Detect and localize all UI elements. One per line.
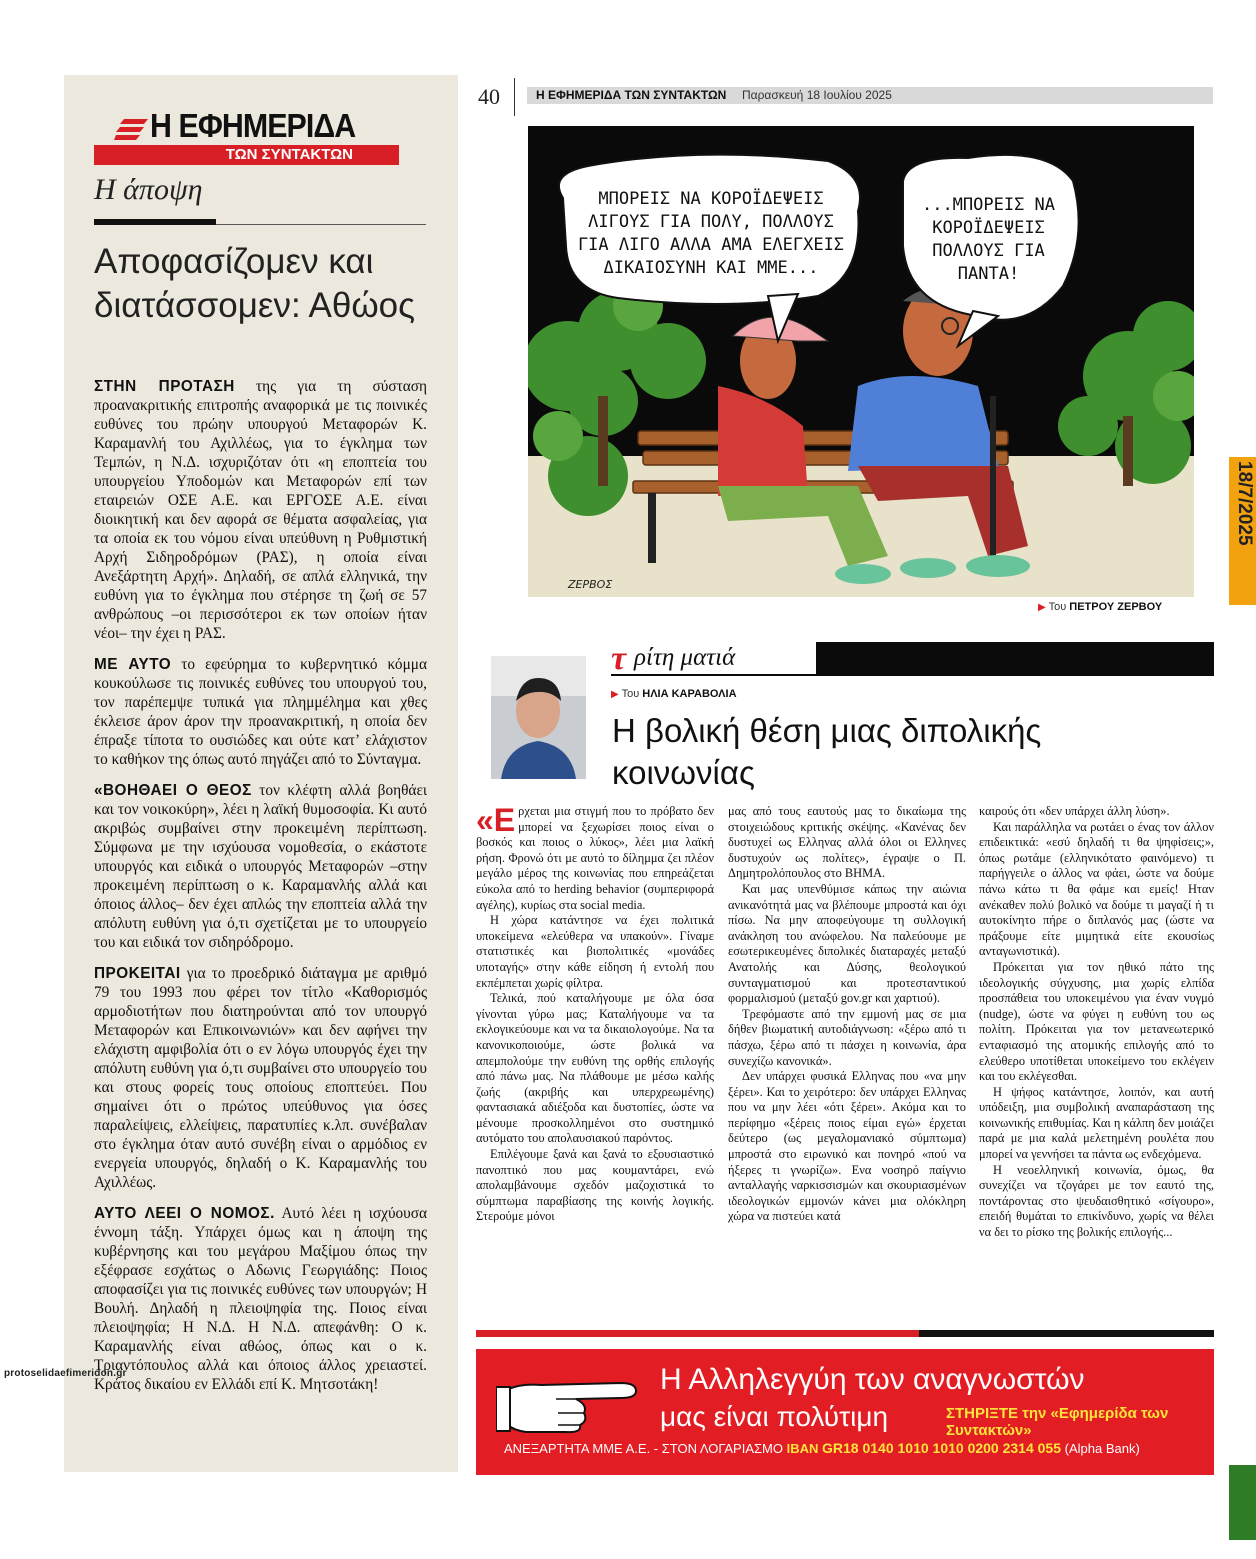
author-name: ΗΛΙΑ ΚΑΡΑΒΟΛΙΑ [642, 688, 737, 700]
article-paragraph: Τελικά, πού καταλήγουμε με όλα όσα γίνονται γύρω μας; Καταλήγουμε να τα εκλογικεύουμε και να τα δικαιολογούμε. Να τα κανονικοποιούμε, ώστε βολικά να απεμπολούμε την ευθύνη της ορθής επιλογής από πάνω μας. Να πλάθουμε με μέσω καλής ζωής (ακριβής και υπερχρεωμένης) φαντασιακά αδιέξοδα και δυστοπίες, ώστε να μένουμε προσκολλημένοι στο συστημικό αυτόματο του απολαυσιακού παρόντος. [476, 991, 714, 1146]
article-column-1 [476, 804, 714, 1225]
paragraph-text: ρχεται μια στιγμή που το πρόβατο δεν μπορεί να ξεχωρίσει ποιος είναι ο βοσκός και ποιος ο λύκος», λέει μια λαϊκή ρήση. Φρονώ ότι με αυτό το δίλημμα ζει πλέον μεγάλο μέρος της κοινωνίας που επηρεάζεται εύκολα από το herding behavior (συμπεριφορά αγέλης), κυρίως στα social media. [476, 804, 714, 912]
article-paragraph: Η νεοελληνική κοινωνία, όμως, θα συνεχίζει να τζογάρει με τον εαυτό της, ποντάροντας στο ψευδαισθητικό «σίγουρο», επειδή θυμάται το επικίνδυνο, χωρίς να θέλει να δει το ρίσκο της βολικής επιλογής... [979, 1162, 1214, 1240]
drop-cap: «Ε [476, 802, 516, 838]
paragraph-lead: ΣΤΗΝ ΠΡΟΤΑΣΗ [94, 378, 235, 395]
opinion-paragraph [94, 964, 427, 1192]
third-eye-initial: τ [611, 640, 627, 677]
article-paragraph: Επιλέγουμε ξανά και ξανά το εξουσιαστικό πανοπτικό που μας κουμαντάρει, ενώ απολαμβάνουμε σχεδόν μαζοχιστικά το σύμπτωμα παραβίασης της κοινής λογικής. Στερούμε μόνοι [476, 1147, 714, 1224]
article-headline: Η βολική θέση μιας διπολικής κοινωνίας [612, 712, 1042, 791]
bank-name: (Alpha Bank) [1064, 1441, 1140, 1456]
date-side-tab [1229, 457, 1256, 605]
opinion-body [94, 377, 427, 1406]
cartoon-credit [1038, 601, 1162, 613]
section-rule-thin [216, 224, 426, 225]
article-paragraph: καιρούς ότι «δεν υπάρχει άλλη λύση». [979, 804, 1170, 818]
author-prefix: Του [621, 688, 640, 700]
author-photo [491, 656, 586, 779]
paragraph-text: για το προεδρικό διάταγμα με αριθμό 79 του 1993 που φέρει τον τίτλο «Καθορισμός αρμοδιοτήτων που διατηρούνται από τον υπουργό Μεταφορών και Επικοινωνιών» και δεν αφήνει την ελάχιστη αμφιβολία ότι ο εν λόγω υπουργός έχει την απόλυτη ευθύνη για ό,τι συμβαίνει στο υπουργείο του και στους φορείς τους οποίους εποπτεύει. Που σημαίνει ότι ο πρώτος υπεύθυνος για όσες παραλείψεις, ελλείψεις, παρατυπίες κ.λπ. συνέβαλαν στο έγκλημα όταν αυτό συνέβη είναι ο αρμόδιος εν ενεργεία υπουργός, δηλαδή ο Κ. Καραμανλής του Αχιλλέως. [94, 965, 427, 1191]
solidarity-ad[interactable] [476, 1349, 1214, 1475]
opinion-column [64, 75, 458, 1472]
article-author [611, 688, 737, 700]
paragraph-lead: ΜΕ ΑΥΤΟ [94, 656, 172, 673]
ad-account-line [504, 1440, 1140, 1456]
paragraph-text: το εφεύρημα το κυβερνητικό κόμμα κουκούλωσε τις ποινικές ευθύνες του υπουργού του, τον παρέπεμψε τυπικά για πλημμέλημα και χθες έκλεισε άρον άρον την προανακριτική, η οποία δεν έπραξε τίποτα το ουσιώδες και ούτε κατ’ ελάχιστον το καθήκον της όπως αυτό πηγάζει από το Σύνταγμα. [94, 656, 427, 768]
credit-prefix: Του [1048, 601, 1067, 613]
watermark: protoselidaefimeridon.gr [4, 1368, 127, 1379]
arrow-icon: ▶ [1038, 602, 1046, 613]
paragraph-text: Αυτό λέει η ισχύουσα έννομη τάξη. Υπάρχει όμως και η άποψη της κυβέρνησης και του μεγάρου Μαξίμου όπως την εξέφρασε εσχάτως ο Αδωνις Γεωργιάδης: Ποιος αποφασίζει για τις ποινικές ευθύνες των υπουργών; Η Βουλή. Δηλαδή η πλειοψηφία της. Ποιος είναι πλειοψηφία; Η Ν.Δ. Η Ν.Δ. απεφάνθη: Ο κ. Καραμανλής είναι αθώος, όπως και ο κ. Τριαντόπουλος αλλά και όποιος άλλος χρειαστεί. Κράτος δικαίου εν Ελλάδι επί Κ. Μητσοτάκη! [94, 1205, 427, 1393]
cartoon-signature: ΖΕΡΒΟΣ [568, 578, 613, 591]
green-side-tab [1229, 1465, 1256, 1540]
section-label: Η άποψη [94, 173, 203, 206]
article-paragraph: Πρόκειται για τον ηθικό πάτο της ιδεολογικής σύγχυσης, μια χωρίς ελπίδα προσπάθεια του υποκειμένου για έναν νυγμό (nudge), ώστε να φύγει η ευθύνη του ως πολίτη. Πρόκειται για τον μετανεωτερικό ενταφιασμό της ατομικής επιλογής από το ελεύθερο υποτίθεται υποκείμενο του εκλέγειν και του εκλέγεσθαι. [979, 959, 1214, 1084]
opinion-paragraph [94, 1204, 427, 1394]
opinion-paragraph [94, 377, 427, 643]
pointing-hand-icon [496, 1365, 646, 1435]
iban-label: IBAN [786, 1441, 819, 1456]
article-paragraph [476, 804, 714, 913]
article-paragraph: Και μας υπενθύμισε κάπως την αιώνια ανικανότητά μας να βλέπουμε μπροστά και όχι πίσω. Να μην αποφεύγουμε τη συλλογική ανάκληση του ανώφελου. Να παλεύουμε με εσωτερικευμένες διπολικές διαταραχές μεταξύ Ανατολής και Δύσης, θεολογικού συνταγματισμού και προτεσταντικού φορμαλισμού (μεταξύ gov.gr και χαρτιού). [728, 881, 966, 1006]
article-paragraph: Η ψήφος κατάντησε, λοιπόν, και αυτή υπόδειξη, μια συμβολική αναπαράσταση της κοινωνικής επιθυμίας. Και η κάλπη δεν μοιάζει παρά με μια καλά μελετημένη ρουλέτα που μπορεί να γεννήσει τα πάντα ως ενδεχόμενα. [979, 1084, 1214, 1162]
logo-subtitle: ΤΩΝ ΣΥΝΤΑΚΤΩΝ [94, 145, 399, 165]
header-date: Παρασκευή 18 Ιουλίου 2025 [742, 88, 892, 102]
arrow-icon: ▶ [611, 689, 619, 700]
right-speech-bubble: ...ΜΠΟΡΕΙΣ ΝΑ ΚΟΡΟΪΔΕΨΕΙΣ ΠΟΛΛΟΥΣ ΓΙΑ ΠΑΝΤΑ! [921, 195, 1056, 284]
iban-number: GR18 0140 1010 1010 0200 2314 055 [822, 1440, 1061, 1456]
article-paragraph: Δεν υπάρχει φυσικά Ελληνας που «να μην ξέρει». Και το χειρότερο: δεν υπάρχει Ελληνας που να μην λέει «ότι ξέρει». Ακόμα και το περίφημο «ξέρεις ποιος είμαι εγώ» έρχεται δεύτερο (ως μεγαλομανιακό σύμπτωμα) μπροστά στο ειρωνικό και πονηρό «πού να ήξερες τι γνωρίζω». Ενα νοσηρό παίγνιο ανταλλαγής ναρκισσισμών και σκουριασμένων ιδεολογικών εμμονών κάνει μια ολόκληρη χώρα να πιστεύει κατά [728, 1069, 966, 1224]
author-portrait-icon [491, 656, 586, 779]
opinion-paragraph [94, 781, 427, 952]
ad-title: Η Αλληλεγγύη των αναγνωστών [660, 1363, 1085, 1396]
article-column-2 [728, 804, 966, 1225]
paragraph-lead: «ΒΟΗΘΑΕΙ Ο ΘΕΟΣ [94, 782, 252, 799]
opinion-paragraph [94, 655, 427, 769]
article-column-3 [979, 804, 1214, 1241]
ad-support-text: ΣΤΗΡΙΞΤΕ την «Εφημερίδα των Συντακτών» [946, 1405, 1169, 1439]
header-paper-name: Η ΕΦΗΜΕΡΙΔΑ ΤΩΝ ΣΥΝΤΑΚΤΩΝ [536, 88, 727, 102]
article-paragraph: Τρεφόμαστε από την εμμονή μας σε μια δήθεν βιωματική αυτοδιάγνωση: «ξέρω από τι πάσχω, ξέρω από τι πάσχει η κοινωνία, άρα συνεχίζω κανονικά». [728, 1006, 966, 1068]
ad-account: ΑΝΕΞΑΡΤΗΤΑ ΜΜΕ Α.Ε. - ΣΤΟΝ ΛΟΓΑΡΙΑΣΜΟ [504, 1441, 783, 1456]
third-eye-title: ρίτη ματιά [634, 644, 736, 671]
paragraph-text: τον κλέφτη αλλά βοηθάει και τον νοικοκύρη», λέει η λαϊκή θυμοσοφία. Κι αυτό ακριβώς συμβαίνει στην προκειμένη περίπτωση. Σύμφωνα με την ισχύουσα νομοθεσία, ο εκάστοτε υπουργός και ειδικά ο υπουργός Μεταφορών –στην προκειμένη περίπτωση ο κ. Καραμανλής αλλά και όποιος άλλος– δεν έχει απλώς την εποπτεία αλλά την απόλυτη ευθύνη για ό,τι σχετίζεται με το υπουργείο του και ειδικά τον σιδηρόδρομο. [94, 782, 427, 951]
left-speech-bubble: ΜΠΟΡΕΙΣ ΝΑ ΚΟΡΟΪΔΕΨΕΙΣ ΛΙΓΟΥΣ ΓΙΑ ΠΟΛΥ, ΠΟΛΛΟΥΣ ΓΙΑ ΛΙΓΟ ΑΛΛΑ ΑΜΑ ΕΛΕΓΧΕΙΣ ΔΙΚΑΙΟΣΥΝΗ ΚΑΙ ΜΜΕ... [577, 189, 845, 278]
article-paragraph: Και παράλληλα να ρωτάει ο ένας τον άλλον επιδεικτικά: «εσύ δηλαδή τι θα ψηφίσεις;», όπως ρωτάμε (ελληνικότατο φαινόμενο) τι παρήγγειλε ο άλλος να φάει, ώστε να δούμε πάνω κάτω τι θα φάμε και εμείς! Ηταν ανέκαθεν πολύ βολικό να δούμε τι μαγαζί ή τι αυτοκίνητο πήρε ο διπλανός μας (ώστε να πράξουμε είτε μιμητικά είτε εκουσίως ανταγωνιστικά). [979, 819, 1214, 959]
article-paragraph: Η χώρα κατάντησε να έχει πολιτικά υποκείμενα «ελεύθερα να υπακούν». Γίναμε στατιστικές και βιοπολιτικές «μονάδες υποταγής» στην κάθε είδηση ή εντολή που εκπέμπεται χωρίς φίλτρα. [476, 913, 714, 990]
paragraph-text: της για τη σύσταση προανακριτικής επιτροπής αναφορικά με τις ποινικές ευθύνες του πρώην υπουργού Μεταφορών Κ. Καραμανλή του Αχιλλέως, για το έγκλημα των Τεμπών, η Ν.Δ. ισχυριζόταν ότι «η εποπτεία του υπουργείου Υποδομών και Μεταφορών επί των εταιρειών ΟΣΕ Α.Ε. και ΕΡΓΟΣΕ Α.Ε. είναι διοικητική και δεν αφορά σε θέματα ασφαλείας, για τα οποία εκ του νόμου είναι υπεύθυνη η Ρυθμιστική Αρχή Σιδηροδρόμων (ΡΑΣ), η οποία είναι Ανεξάρτητη Αρχή». Δηλαδή, σε απλά ελληνικά, την ευθύνη για το έγκλημα που στέρησε τη ζωή σε 57 ανθρώπους –οι περισσότεροι εκ των οποίων ήταν νέοι– την έχει η ΡΑΣ. [94, 378, 427, 642]
ad-subtitle: μας είναι πολύτιμη [660, 1401, 889, 1432]
logo-title: Η ΕΦΗΜΕΡΙΔΑ [150, 107, 356, 144]
opinion-headline: Αποφασίζομεν και διατάσσομεν: Αθώος [94, 242, 415, 325]
section-rule [94, 219, 216, 225]
page-number: 40 [478, 84, 500, 109]
ad-divider [476, 1330, 1214, 1337]
header-divider [514, 78, 515, 116]
date-tab-text: 18/7/2025 [1234, 461, 1255, 546]
paragraph-lead: ΠΡΟΚΕΙΤΑΙ [94, 965, 181, 982]
credit-name: ΠΕΤΡΟΥ ΖΕΡΒΟΥ [1069, 601, 1163, 613]
paragraph-lead: ΑΥΤΟ ΛΕΕΙ Ο ΝΟΜΟΣ. [94, 1205, 275, 1222]
logo-stripes-icon [114, 117, 148, 147]
political-cartoon [528, 126, 1194, 597]
article-paragraph: μας από τους εαυτούς μας το δικαίωμα της στοιχειώδους κριτικής σκέψης. «Κανένας δεν δυστυχεί ως Ελληνας αλλά όλοι οι Ελληνες δυστυχούν ως πολίτες», έγραψε ο Π. Δημητρολόπουλος στο ΒΗΜΑ. [728, 804, 966, 881]
